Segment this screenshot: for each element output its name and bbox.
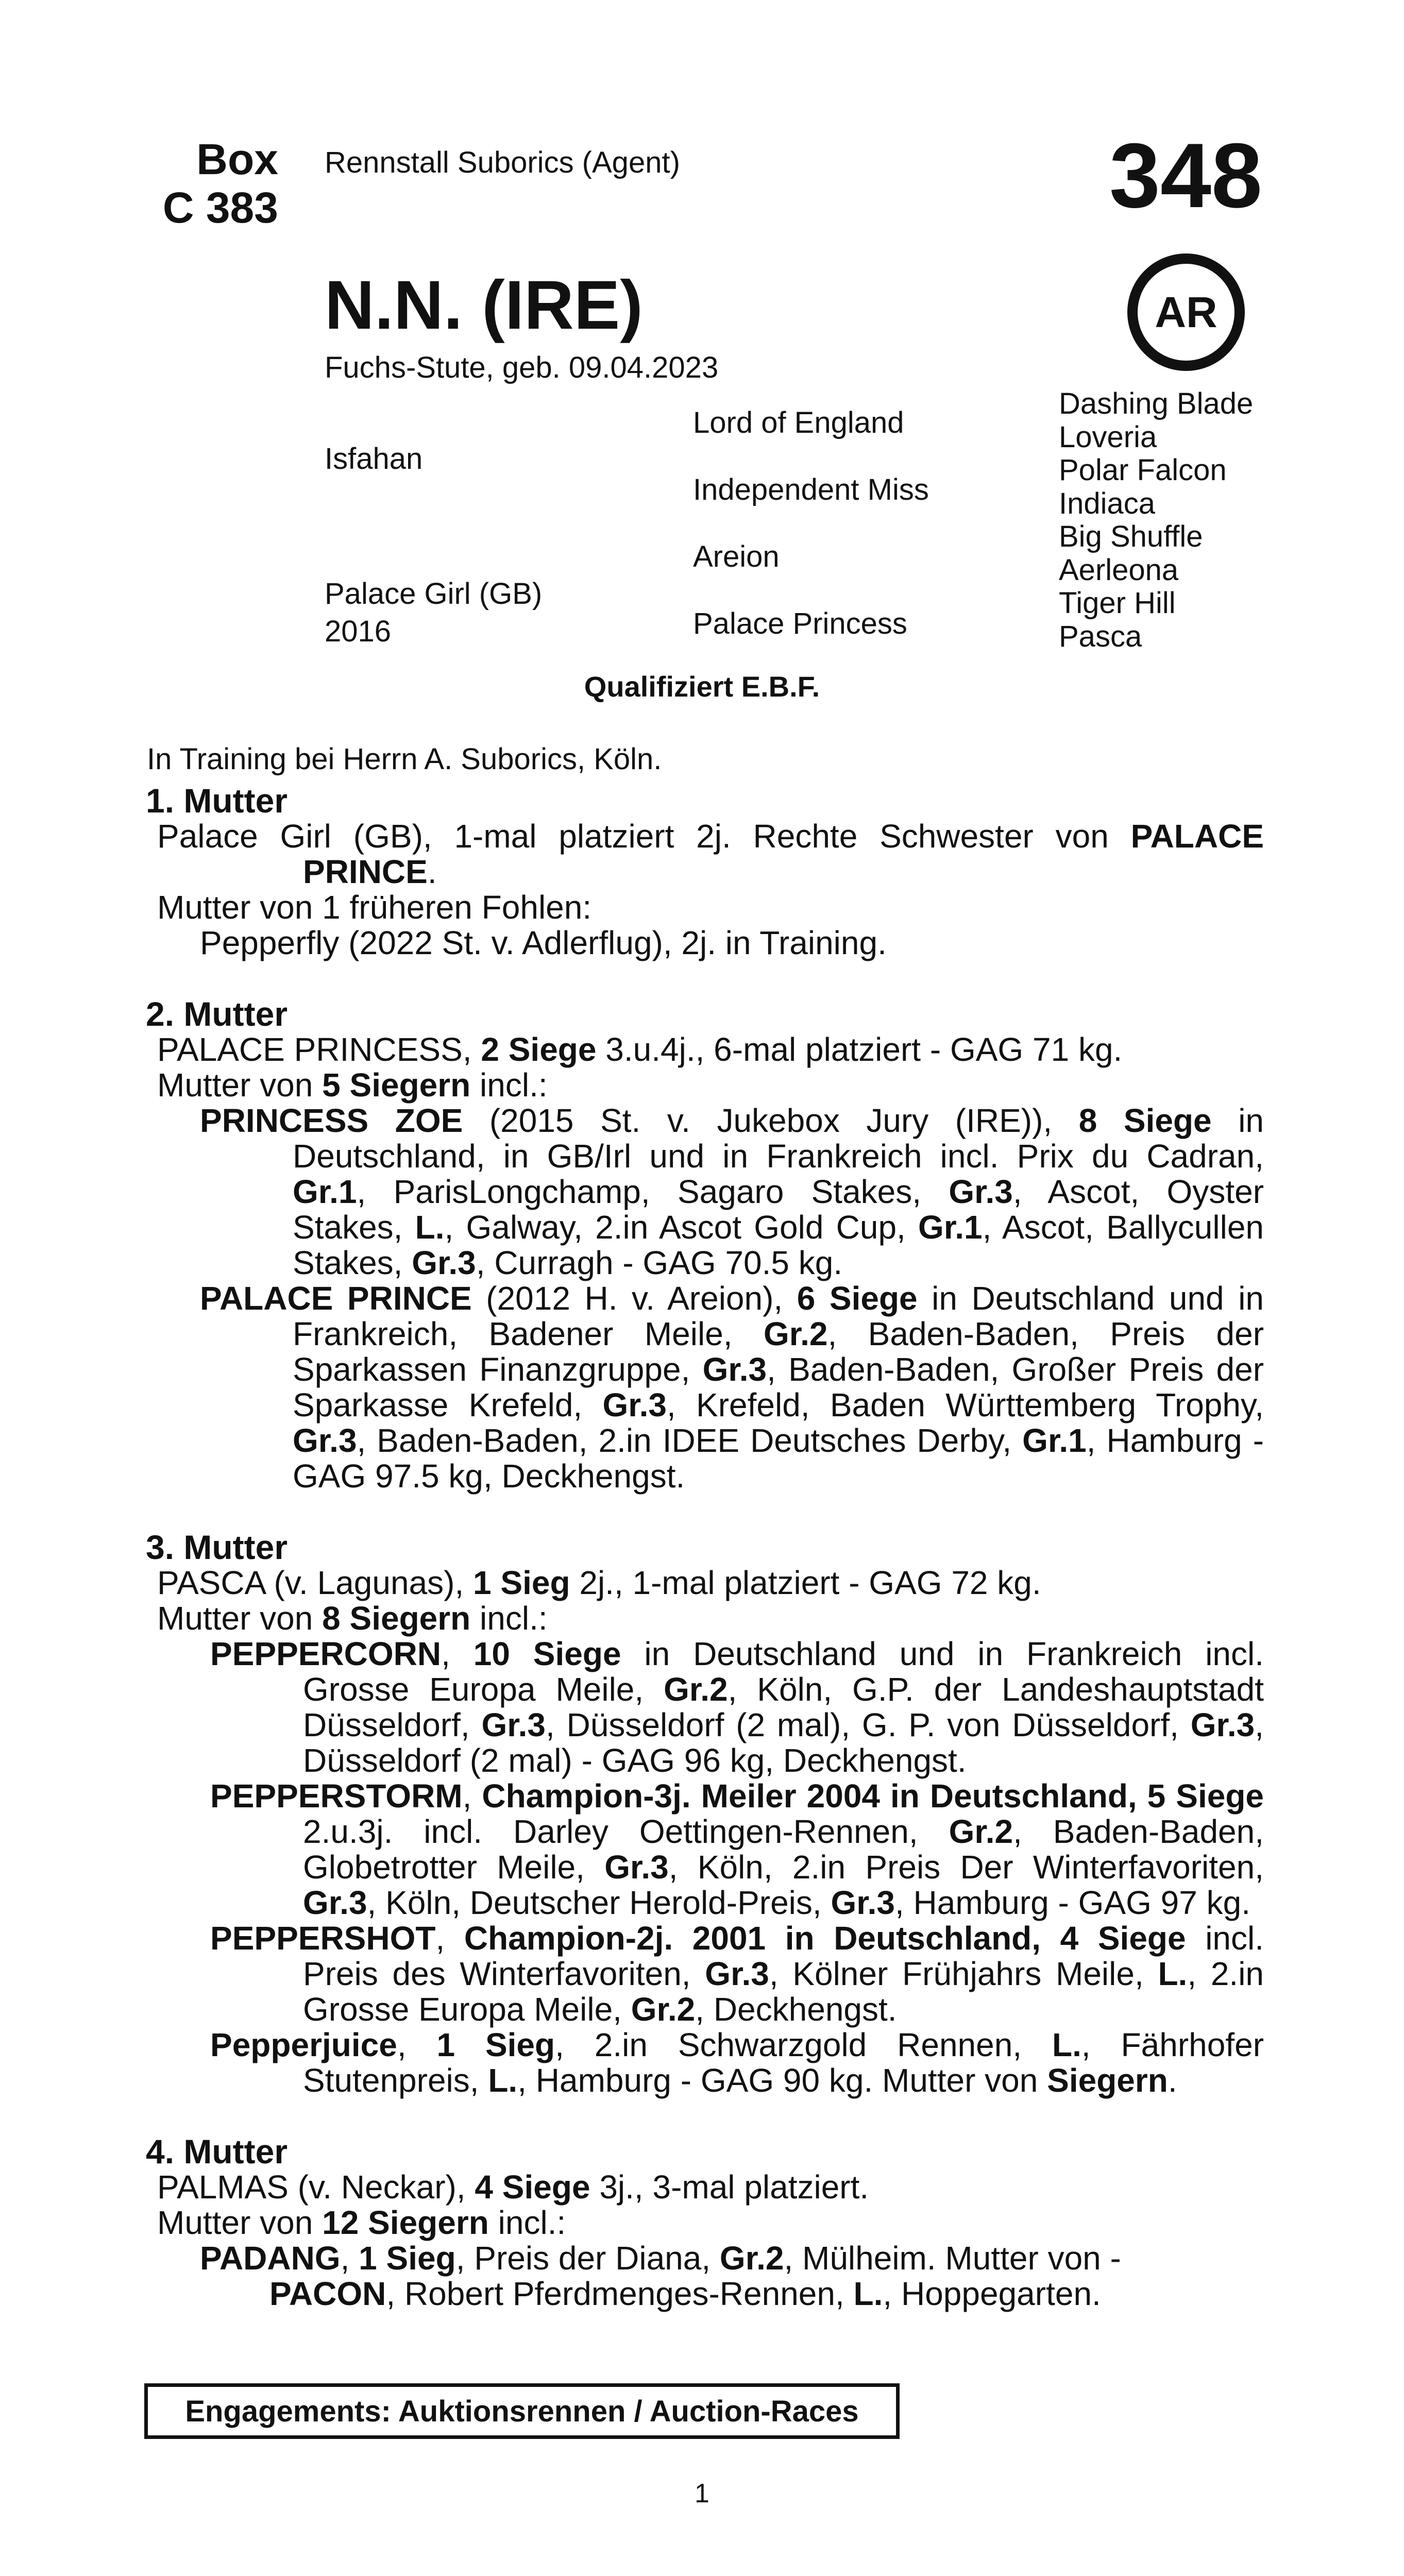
pedigree-great-grandparents [1059, 387, 1253, 653]
engagements-box: Engagements: Auktionsrennen / Auction-Races [144, 2383, 900, 2439]
qualification: Qualifiziert E.B.F. [584, 670, 820, 703]
pedigree-sire: Isfahan [325, 442, 423, 476]
pedigree-ggp: Polar Falcon [1059, 453, 1227, 487]
section-title: 1. Mutter [146, 782, 288, 820]
page-number: 1 [695, 2479, 709, 2509]
horse-name: N.N. (IRE) [325, 267, 643, 344]
produce-entry: Pepperfly (2022 St. v. Adlerflug), 2j. in Training. [200, 924, 887, 961]
box-number: C 383 [162, 183, 278, 232]
pedigree-grandparent: Independent Miss [693, 473, 929, 506]
section-title: 2. Mutter [146, 995, 288, 1033]
section-title: 3. Mutter [146, 1528, 288, 1566]
section-title: 4. Mutter [146, 2132, 288, 2171]
section-fourth-dam [146, 2134, 1264, 2312]
pedigree-dam-year: 2016 [325, 615, 392, 648]
pedigree-ggp: Loveria [1059, 420, 1157, 454]
dam-line: PASCA (v. Lagunas), 1 Sieg 2j., 1-mal platziert - GAG 72 kg. [157, 1564, 1041, 1601]
pedigree-dam: Palace Girl (GB) [325, 577, 543, 611]
dam-line: Palace Girl (GB), 1-mal platziert 2j. Rechte Schwester von PALACE PRINCE. [157, 818, 1264, 890]
section-first-dam [146, 783, 1264, 961]
produce-entry: PADANG, 1 Sieg, Preis der Diana, Gr.2, Mülheim. Mutter von - [200, 2240, 1121, 2277]
produce-line: Mutter von 8 Siegern incl.: [157, 1600, 548, 1637]
agent: Rennstall Suborics (Agent) [325, 146, 680, 179]
dam-line: PALMAS (v. Neckar), 4 Siege 3j., 3-mal platziert. [157, 2168, 869, 2206]
pedigree-ggp: Dashing Blade [1059, 387, 1254, 420]
pedigree-ggp: Tiger Hill [1059, 586, 1176, 620]
produce-line: Mutter von 5 Siegern incl.: [157, 1066, 548, 1104]
produce-line: Mutter von 12 Siegern incl.: [157, 2204, 566, 2241]
pedigree-ggp: Aerleona [1059, 553, 1179, 587]
box-label [149, 135, 278, 232]
training-info: In Training bei Herrn A. Suborics, Köln. [147, 742, 662, 776]
produce-entry: PEPPERCORN, 10 Siege in Deutschland und in Frankreich incl. Grosse Europa Meile, Gr.2, Köln, G.P. der Landeshauptstadt Düsseldorf, Gr.3, Düsseldorf (2 mal), G. P. von Düsseldorf, Gr.3, Düsseldorf (2 mal) - GAG 96 kg, Deckhengst. [210, 1635, 1264, 1779]
ar-badge: AR [1127, 253, 1245, 371]
produce-entry: PRINCESS ZOE (2015 St. v. Jukebox Jury (IRE)), 8 Siege in Deutschland, in GB/Irl und in Frankreich incl. Prix du Cadran, Gr.1, ParisLongchamp, Sagaro Stakes, Gr.3, Ascot, Oyster Stakes, L., Galway, 2.in Ascot Gold Cup, Gr.1, Ascot, Ballycullen Stakes, Gr.3, Curragh - GAG 70.5 kg. [200, 1102, 1264, 1281]
produce-line: Mutter von 1 früheren Fohlen: [157, 889, 592, 926]
catalogue-body [146, 783, 1264, 2347]
horse-description: Fuchs-Stute, geb. 09.04.2023 [325, 351, 719, 384]
section-second-dam [146, 996, 1264, 1494]
section-third-dam [146, 1530, 1264, 2098]
produce-entry: Pepperjuice, 1 Sieg, 2.in Schwarzgold Rennen, L., Fährhofer Stutenpreis, L., Hamburg - GAG 90 kg. Mutter von Siegern. [210, 2026, 1264, 2099]
produce-entry: PEPPERSTORM, Champion-3j. Meiler 2004 in Deutschland, 5 Siege 2.u.3j. incl. Darley Oettingen-Rennen, Gr.2, Baden-Baden, Globetrotter Meile, Gr.3, Köln, 2.in Preis Der Winterfavoriten, Gr.3, Köln, Deutscher Herold-Preis, Gr.3, Hamburg - GAG 97 kg. [210, 1777, 1264, 1921]
produce-entry: PACON, Robert Pferdmenges-Rennen, L., Hoppegarten. [269, 2275, 1101, 2312]
pedigree-ggp: Big Shuffle [1059, 520, 1203, 553]
lot-number: 348 [1109, 124, 1262, 227]
pedigree-grandparent: Areion [693, 540, 780, 573]
pedigree-ggp: Pasca [1059, 619, 1142, 653]
box-title: Box [196, 135, 278, 183]
produce-entry: PEPPERSHOT, Champion-2j. 2001 in Deutschland, 4 Siege incl. Preis des Winterfavoriten, Gr.3, Kölner Frühjahrs Meile, L., 2.in Grosse Europa Meile, Gr.2, Deckhengst. [210, 1920, 1264, 2028]
pedigree-grandparent: Lord of England [693, 406, 904, 439]
dam-line: PALACE PRINCESS, 2 Siege 3.u.4j., 6-mal platziert - GAG 71 kg. [157, 1031, 1123, 1068]
produce-entry: PALACE PRINCE (2012 H. v. Areion), 6 Siege in Deutschland und in Frankreich, Badener Meile, Gr.2, Baden-Baden, Preis der Sparkassen Finanzgruppe, Gr.3, Baden-Baden, Großer Preis der Sparkasse Krefeld, Gr.3, Krefeld, Baden Württemberg Trophy, Gr.3, Baden-Baden, 2.in IDEE Deutsches Derby, Gr.1, Hamburg - GAG 97.5 kg, Deckhengst. [200, 1280, 1264, 1495]
pedigree-ggp: Indiaca [1059, 486, 1156, 520]
pedigree-grandparent: Palace Princess [693, 607, 907, 640]
